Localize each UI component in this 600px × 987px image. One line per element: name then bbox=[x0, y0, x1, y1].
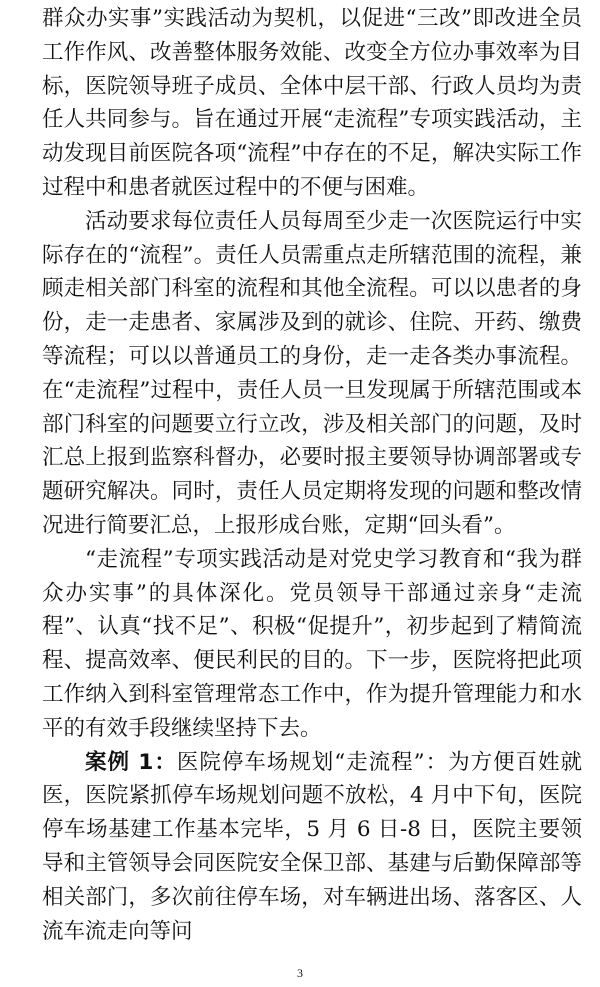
case-text: 医院停车场规划“走流程”：为方便百姓就医，医院紧抓停车场规划问题不放松，4 月中下旬，医院停车场基建工作基本完毕，5 月 6 日-8 日，医院主要领导和主管领导会同医院安全保卫部、基建与后勤保障部等相关部门，多次前往停车场，对车辆进出场、落客区、人流车流走向等问 bbox=[42, 749, 582, 944]
page-number: 3 bbox=[297, 966, 303, 980]
case-label: 案例 1： bbox=[85, 749, 177, 775]
document-body bbox=[42, 2, 582, 948]
case-paragraph bbox=[42, 746, 582, 949]
paragraph-2: 活动要求每位责任人员每周至少走一次医院运行中实际存在的“流程”。责任人员需重点走所辖范围的流程，兼顾走相关部门科室的流程和其他全流程。可以以患者的身份，走一走患者、家属涉及到的就诊、住院、开药、缴费等流程；可以以普通员工的身份，走一走各类办事流程。在“走流程”过程中，责任人员一旦发现属于所辖范围或本部门科室的问题要立行立改，涉及相关部门的问题，及时汇总上报到监察科督办，必要时报主要领导协调部署或专题研究解决。同时，责任人员定期将发现的问题和整改情况进行简要汇总，上报形成台账，定期“回头看”。 bbox=[42, 208, 582, 538]
paragraph-1: 群众办实事”实践活动为契机，以促进“三改”即改进全员工作作风、改善整体服务效能、改变全方位办事效率为目标，医院领导班子成员、全体中层干部、行政人员均为责任人共同参与。旨在通过开展“走流程”专项实践活动，主动发现目前医院各项“流程”中存在的不足，解决实际工作过程中和患者就医过程中的不便与困难。 bbox=[42, 6, 582, 200]
paragraph-3: “走流程”专项实践活动是对党史学习教育和“我为群众办实事”的具体深化。党员领导干部通过亲身“走流程”、认真“找不足”、积极“促提升”，初步起到了精简流程、提高效率、便民利民的目的。下一步，医院将把此项工作纳入到科室管理常态工作中，作为提升管理能力和水平的有效手段继续坚持下去。 bbox=[42, 546, 582, 741]
